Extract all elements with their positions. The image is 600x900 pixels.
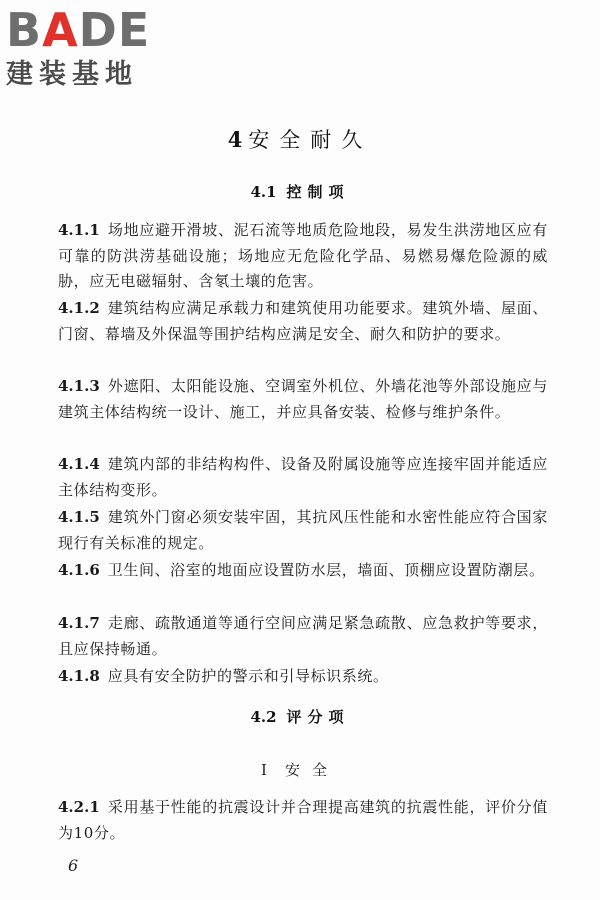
clause-4-1-4 bbox=[58, 452, 548, 503]
clause-text: 建筑内部的非结构构件、设备及附属设施等应连接牢固并能适应主体结构变形。 bbox=[58, 455, 548, 499]
clause-4-1-1 bbox=[58, 218, 548, 295]
clause-4-2-1 bbox=[58, 795, 548, 846]
chapter-title-text: 安全耐久 bbox=[248, 128, 373, 152]
clause-4-1-3 bbox=[58, 374, 548, 425]
section-title-control-items bbox=[0, 181, 600, 202]
section-title-text: 控制项 bbox=[286, 183, 350, 201]
clause-number: 4.1.3 bbox=[58, 377, 100, 395]
section-number: 4.2 bbox=[250, 708, 277, 726]
clause-text: 建筑结构应满足承载力和建筑使用功能要求。建筑外墙、屋面、门窗、幕墙及外保温等围护结构应满足安全、耐久和防护的要求。 bbox=[58, 299, 548, 343]
clause-4-1-7 bbox=[58, 611, 548, 662]
clause-text: 采用基于性能的抗震设计并合理提高建筑的抗震性能，评价分值为10分。 bbox=[58, 798, 548, 842]
section-number: 4.1 bbox=[250, 183, 277, 201]
chapter-title bbox=[0, 124, 600, 154]
clause-number: 4.1.6 bbox=[58, 561, 100, 579]
clause-4-1-5 bbox=[58, 505, 548, 556]
clause-text: 建筑外门窗必须安装牢固，其抗风压性能和水密性能应符合国家现行有关标准的规定。 bbox=[58, 508, 548, 552]
clause-number: 4.1.2 bbox=[58, 299, 100, 317]
bade-logo bbox=[6, 4, 176, 92]
clause-text: 外遮阳、太阳能设施、空调室外机位、外墙花池等外部设施应与建筑主体结构统一设计、施工，并应具备安装、检修与维护条件。 bbox=[58, 377, 548, 421]
section-title-text: 评分项 bbox=[286, 708, 350, 726]
clause-number: 4.1.7 bbox=[58, 614, 100, 632]
clause-4-1-8 bbox=[58, 664, 548, 690]
clause-number: 4.2.1 bbox=[58, 798, 100, 816]
clause-number: 4.1.8 bbox=[58, 667, 100, 685]
clause-number: 4.1.1 bbox=[58, 221, 100, 239]
clause-4-1-2 bbox=[58, 296, 548, 347]
clause-text: 走廊、疏散通道等通行空间应满足紧急疏散、应急救护等要求，且应保持畅通。 bbox=[58, 614, 548, 658]
logo-wordmark: BADE bbox=[6, 3, 151, 57]
subsection-roman: Ⅰ bbox=[261, 761, 279, 779]
clause-text: 场地应避开滑坡、泥石流等地质危险地段，易发生洪涝地区应有可靠的防洪涝基础设施；场地应无危险化学品、易燃易爆危险源的威胁，应无电磁辐射、含氡土壤的危害。 bbox=[58, 221, 548, 290]
clause-text: 卫生间、浴室的地面应设置防水层，墙面、顶棚应设置防潮层。 bbox=[107, 561, 545, 579]
clause-number: 4.1.5 bbox=[58, 508, 100, 526]
chapter-number: 4 bbox=[227, 127, 243, 152]
clause-4-1-6 bbox=[58, 558, 548, 584]
logo-subtitle: 建装基地 bbox=[6, 59, 138, 90]
subsection-title-safety bbox=[0, 759, 600, 780]
clause-number: 4.1.4 bbox=[58, 455, 100, 473]
section-title-scoring-items bbox=[0, 706, 600, 727]
subsection-title-text: 安全 bbox=[284, 761, 339, 779]
clause-text: 应具有安全防护的警示和引导标识系统。 bbox=[107, 667, 389, 685]
page-number: 6 bbox=[68, 856, 79, 875]
